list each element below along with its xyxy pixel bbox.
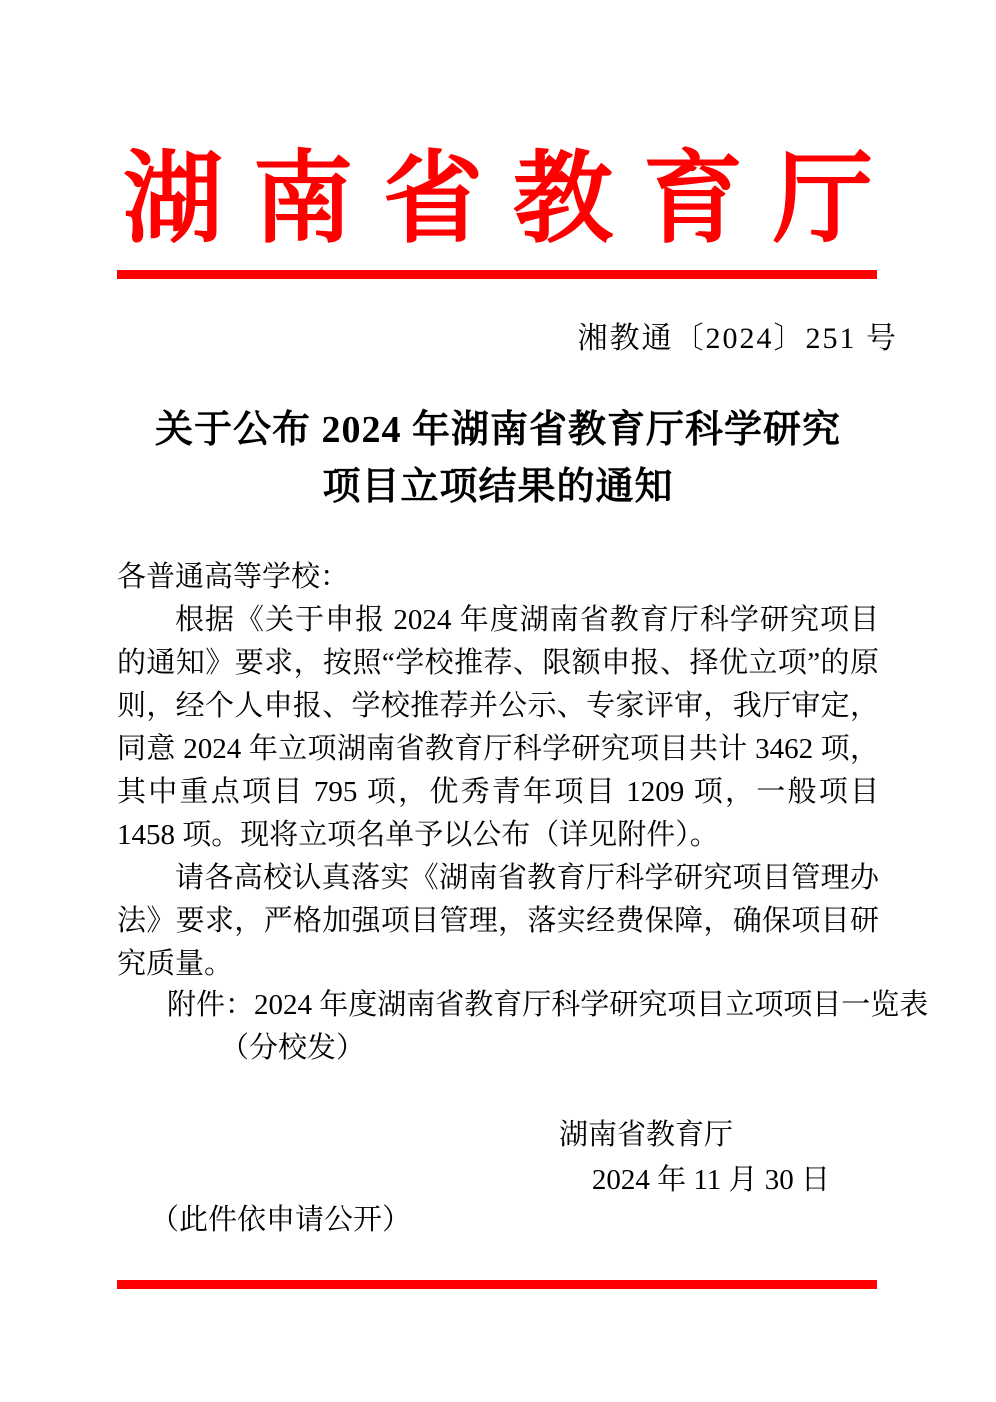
signature-date: 2024 年 11 月 30 日 [591,1164,830,1196]
attachment-block [117,984,929,1070]
signature-org: 湖南省教育厅 [558,1119,733,1151]
footer-divider [117,1280,877,1289]
document-body [117,556,879,986]
body-paragraph-1: 根据《关于申报 2024 年度湖南省教育厅科学研究项目的通知》要求，按照“学校推荐、限额申报、择优立项”的原则，经个人申报、学校推荐并公示、专家评审，我厅审定，同意 2024 年立项湖南省教育厅科学研究项目共计 3462 项，其中重点项目 795 项，优秀青年项目 1209 项，一般项目 1458 项。现将立项名单予以公布（详见附件）。 [117,604,879,851]
disclosure-note: （此件依申请公开） [150,1204,412,1236]
salutation: 各普通高等学校： [117,561,350,593]
body-paragraph-2: 请各高校认真落实《湖南省教育厅科学研究项目管理办法》要求，严格加强项目管理，落实经费保障，确保项目研究质量。 [117,862,879,980]
notice-title-line2: 项目立项结果的通知 [322,466,674,508]
letterhead-title: 湖南省教育厅 [123,144,903,255]
attachment-line: 附件：2024 年度湖南省教育厅科学研究项目立项项目一览表 [167,989,929,1021]
notice-title-line1: 关于公布 2024 年湖南省教育厅科学研究 [154,409,841,451]
header-divider [117,270,877,279]
notice-title [0,402,996,516]
doc-number: 湘教通〔2024〕251 号 [577,322,898,355]
attachment-note: （分校发） [220,1032,366,1064]
